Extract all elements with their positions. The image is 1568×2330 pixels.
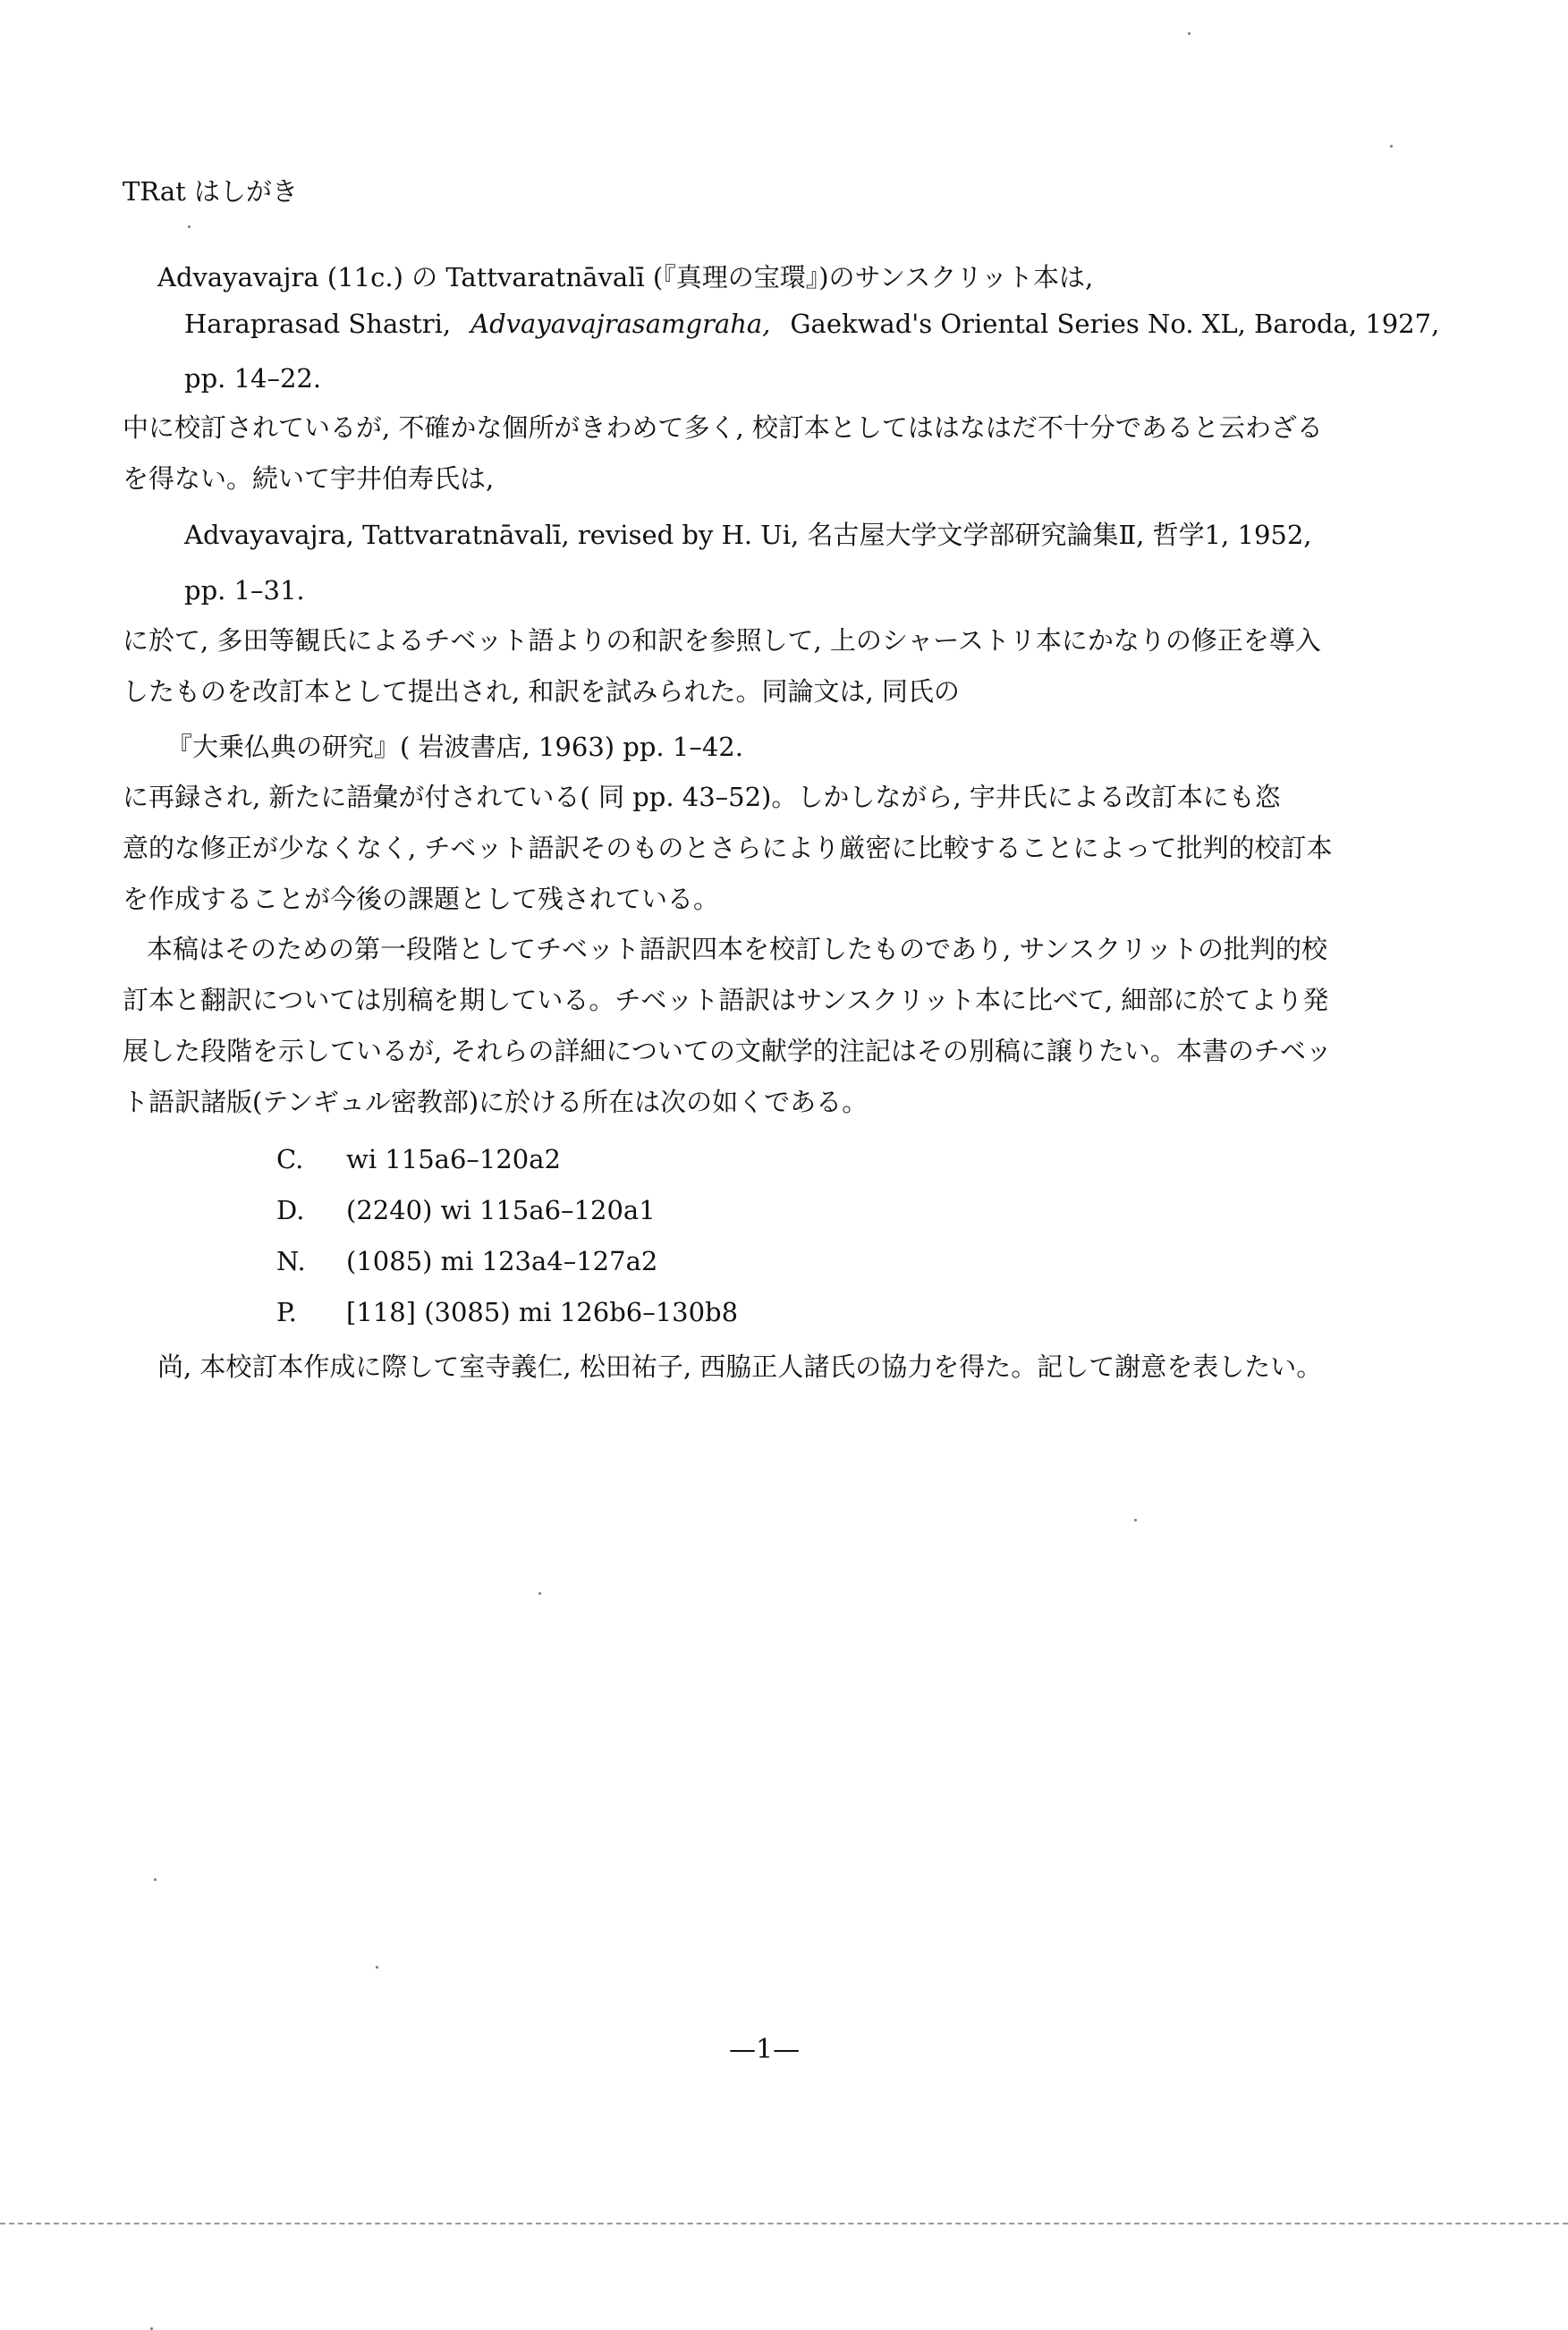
citation-ui: Advayavajra, Tattvaratnāvalī, revised by H. Ui, 名古屋大学文学部研究論集Ⅱ, 哲学1, 1952,: [184, 520, 1312, 550]
citation-daijo: 『大乗仏典の研究』( 岩波書店, 1963) pp. 1–42.: [166, 732, 743, 762]
paragraph-4-line-2: 訂本と翻訳については別稿を期している。チベット語訳はサンスクリット本に比べて, 細部に於てより発: [123, 985, 1329, 1015]
edition-label: N.: [276, 1246, 306, 1276]
scan-speck: [376, 1966, 378, 1969]
scan-speck: [1390, 145, 1393, 148]
paragraph-1-line-1: Advayavajra (11c.) の Tattvaratnāvalī (『真理の宝環』)のサンスクリット本は,: [157, 262, 1094, 292]
paragraph-2-line-2: したものを改訂本として提出され, 和訳を試みられた。同論文は, 同氏の: [123, 676, 960, 707]
acknowledgement: 尚, 本校訂本作成に際して室寺義仁, 松田祐子, 西脇正人諸氏の協力を得た。記して謝意を表したい。: [157, 1351, 1323, 1382]
citation-shastri-pages: pp. 14–22.: [184, 363, 322, 394]
section-header: TRat はしがき: [123, 176, 299, 207]
location-row: [276, 1243, 657, 1279]
citation-shastri: [184, 306, 1439, 342]
paragraph-4-line-3: 展した段階を示しているが, それらの詳細についての文献学的注記はその別稿に譲りたい。本書のチベッ: [123, 1036, 1332, 1066]
paragraph-2-line-1: に於て, 多田等観氏によるチベット語よりの和訳を参照して, 上のシャーストリ本にかなりの修正を導入: [123, 625, 1321, 656]
edition-label: P.: [276, 1297, 297, 1327]
bottom-scan-rule: [0, 2223, 1568, 2224]
paragraph-3-line-3: を作成することが今後の課題として残されている。: [123, 884, 720, 914]
location-row: [276, 1141, 561, 1177]
location-row: [276, 1192, 656, 1228]
scan-speck: [1188, 32, 1191, 35]
edition-ref: wi 115a6–120a2: [346, 1144, 562, 1174]
edition-label: D.: [276, 1195, 305, 1225]
page-number: —1—: [729, 2034, 801, 2065]
paragraph-3-line-2: 意的な修正が少なくなく, チベット語訳そのものとさらにより厳密に比較することによって批判的校訂本: [123, 833, 1333, 863]
edition-label: C.: [276, 1144, 304, 1174]
paragraph-4-line-4: ト語訳諸版(テンギュル密教部)に於ける所在は次の如くである。: [123, 1087, 869, 1117]
paragraph-4-line-1: 本稿はそのための第一段階としてチベット語訳四本を校訂したものであり, サンスクリットの批判的校: [147, 934, 1327, 964]
citation-publisher: Gaekwad's Oriental Series No. XL, Baroda, 1927,: [790, 309, 1440, 339]
paragraph-3-line-1: に再録され, 新たに語彙が付されている( 同 pp. 43–52)。しかしながら, 宇井氏による改訂本にも恣: [123, 782, 1281, 812]
citation-ui-pages: pp. 1–31.: [184, 575, 305, 606]
scan-speck: [1134, 1519, 1137, 1521]
paragraph-1-line-2: 中に校訂されているが, 不確かな個所がきわめて多く, 校訂本としてははなはだ不十分であると云わざる: [123, 412, 1323, 443]
paragraph-1-line-3: を得ない。続いて宇井伯寿氏は,: [123, 463, 495, 494]
citation-author: Haraprasad Shastri,: [184, 309, 452, 339]
scan-speck: [154, 1878, 157, 1881]
scan-speck: [188, 225, 191, 228]
edition-ref: (1085) mi 123a4–127a2: [346, 1246, 658, 1276]
citation-title: Advayavajrasamgraha,: [470, 309, 771, 339]
scan-speck: [538, 1592, 541, 1595]
location-row: [276, 1294, 738, 1330]
edition-ref: (2240) wi 115a6–120a1: [346, 1195, 656, 1225]
edition-ref: [118] (3085) mi 126b6–130b8: [346, 1297, 739, 1327]
